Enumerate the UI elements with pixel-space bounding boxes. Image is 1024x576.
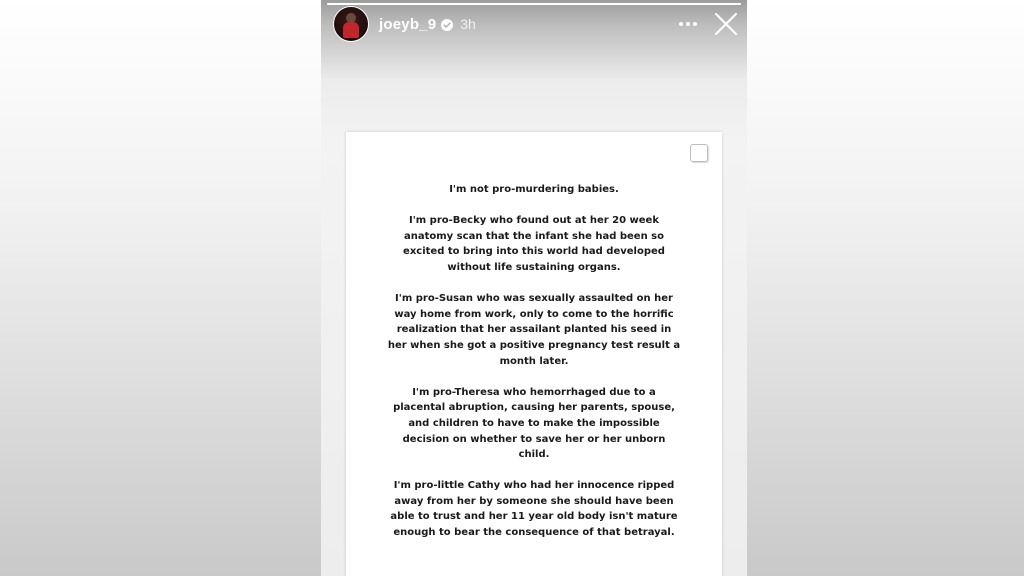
story-progress-fill — [327, 3, 741, 5]
post-paragraph-4: I'm pro-Theresa who hemorrhaged due to a placental abruption, causing her parents, spouse, and children to have to make the impossible decision on whether to save her or her unborn child. — [393, 386, 675, 461]
square-icon — [690, 144, 708, 162]
post-card — [346, 132, 722, 576]
post-paragraph-5: I'm pro-little Cathy who had her innocence ripped away from her by someone she should have been able to trust and her 11 year old body isn't mature enough to bear the consequence of that betrayal. — [390, 480, 678, 539]
verified-badge-icon — [441, 18, 453, 30]
post-text — [386, 182, 682, 556]
story-timestamp: 3h — [460, 16, 476, 32]
post-paragraph-3: I'm pro-Susan who was sexually assaulted on her way home from work, only to come to the horrific realization that her assailant planted his seed in her when she got a positive pregnancy test result a month later. — [387, 293, 681, 367]
avatar-jersey — [343, 22, 359, 38]
post-paragraph-2: I'm pro-Becky who found out at her 20 week anatomy scan that the infant she had been so excited to bring into this world had developed without life sustaining organs. — [403, 215, 665, 273]
more-options-icon[interactable] — [677, 13, 699, 35]
post-paragraph-1: I'm not pro-murdering babies. — [449, 184, 619, 195]
username[interactable]: joeyb_9 — [379, 15, 437, 33]
close-icon[interactable] — [713, 11, 739, 37]
story-header — [333, 6, 739, 42]
story-progress-bar — [327, 3, 741, 5]
avatar[interactable] — [333, 6, 369, 42]
